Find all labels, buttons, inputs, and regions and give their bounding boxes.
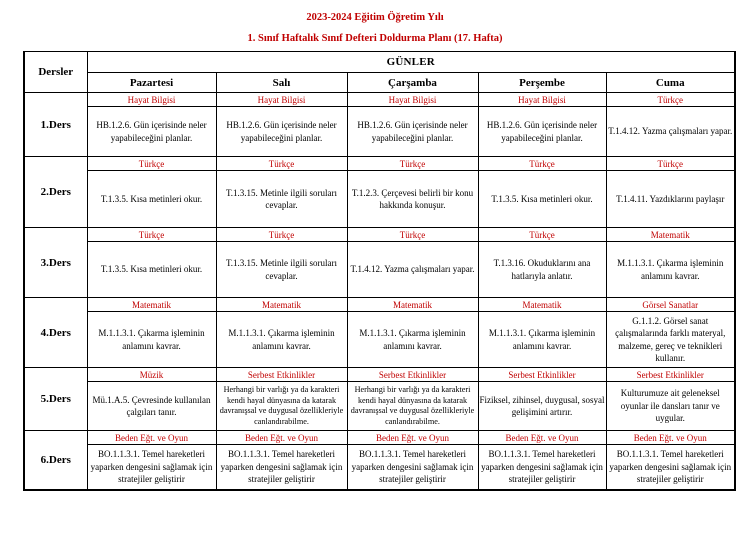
subject-label: Türkçe xyxy=(347,228,478,242)
lesson-subject-row xyxy=(24,431,735,445)
lesson-content-row xyxy=(24,242,735,298)
lesson-objective: Herhangi bir varlığı ya da karakteri kendi hayal dünyasına da katarak davranışsal ve duygusal özellikleriyle canlandırabilme. xyxy=(347,382,478,431)
lesson-subject-row xyxy=(24,157,735,171)
subject-label: Görsel Sanatlar xyxy=(606,298,735,312)
lesson-objective: T.1.3.5. Kısa metinleri okur. xyxy=(87,171,216,228)
subject-label: Hayat Bilgisi xyxy=(87,93,216,107)
subject-label: Matematik xyxy=(347,298,478,312)
lesson-subject-row xyxy=(24,368,735,382)
lesson-label: 2.Ders xyxy=(24,157,87,228)
dersler-header: Dersler xyxy=(24,52,87,93)
lesson-objective: BO.1.1.3.1. Temel hareketleri yaparken dengesini sağlamak için stratejiler geliştirir xyxy=(478,445,606,490)
subject-label: Türkçe xyxy=(216,157,347,171)
subject-label: Hayat Bilgisi xyxy=(347,93,478,107)
lesson-objective: HB.1.2.6. Gün içerisinde neler yapabileceğini planlar. xyxy=(87,107,216,157)
document-subtitle: 1. Sınıf Haftalık Sınıf Defteri Doldurma Planı (17. Hafta) xyxy=(247,33,503,44)
lesson-objective: HB.1.2.6. Gün içerisinde neler yapabileceğini planlar. xyxy=(216,107,347,157)
lesson-subject-row xyxy=(24,228,735,242)
subject-label: Beden Eğt. ve Oyun xyxy=(606,431,735,445)
lesson-label: 6.Ders xyxy=(24,431,87,490)
lesson-objective: BO.1.1.3.1. Temel hareketleri yaparken dengesini sağlamak için stratejiler geliştirir xyxy=(87,445,216,490)
lesson-objective: HB.1.2.6. Gün içerisinde neler yapabileceğini planlar. xyxy=(478,107,606,157)
lesson-subject-row xyxy=(24,93,735,107)
lesson-content-row xyxy=(24,171,735,228)
lesson-objective: T.1.3.16. Okuduklarını ana hatlarıyla anlatır. xyxy=(478,242,606,298)
subject-label: Matematik xyxy=(87,298,216,312)
subject-label: Türkçe xyxy=(478,157,606,171)
lesson-objective: T.1.4.12. Yazma çalışmaları yapar. xyxy=(347,242,478,298)
lesson-objective: M.1.1.3.1. Çıkarma işleminin anlamını kavrar. xyxy=(87,312,216,368)
lesson-objective: BO.1.1.3.1. Temel hareketleri yaparken dengesini sağlamak için stratejiler geliştirir xyxy=(606,445,735,490)
lesson-objective: T.1.2.3. Çerçevesi belirli bir konu hakkında konuşur. xyxy=(347,171,478,228)
lesson-subject-row xyxy=(24,298,735,312)
subject-label: Matematik xyxy=(216,298,347,312)
subject-label: Türkçe xyxy=(606,93,735,107)
subject-label: Türkçe xyxy=(347,157,478,171)
lesson-objective: M.1.1.3.1. Çıkarma işleminin anlamını kavrar. xyxy=(347,312,478,368)
subject-label: Türkçe xyxy=(87,157,216,171)
subject-label: Matematik xyxy=(478,298,606,312)
lesson-label: 4.Ders xyxy=(24,298,87,368)
lesson-objective: T.1.4.11. Yazdıklarını paylaşır xyxy=(606,171,735,228)
subject-label: Serbest Etkinlikler xyxy=(347,368,478,382)
subject-label: Beden Eğt. ve Oyun xyxy=(216,431,347,445)
lesson-objective: M.1.1.3.1. Çıkarma işleminin anlamını kavrar. xyxy=(216,312,347,368)
day-header-monday: Pazartesi xyxy=(87,73,216,93)
lesson-content-row xyxy=(24,107,735,157)
subject-label: Serbest Etkinlikler xyxy=(606,368,735,382)
subject-label: Serbest Etkinlikler xyxy=(478,368,606,382)
subject-label: Türkçe xyxy=(606,157,735,171)
gunler-header: GÜNLER xyxy=(87,52,735,73)
subject-label: Beden Eğt. ve Oyun xyxy=(478,431,606,445)
lesson-label: 1.Ders xyxy=(24,93,87,157)
subject-label: Hayat Bilgisi xyxy=(478,93,606,107)
lesson-objective: T.1.3.15. Metinle ilgili soruları cevaplar. xyxy=(216,171,347,228)
lesson-content-row xyxy=(24,312,735,368)
day-header-tuesday: Salı xyxy=(216,73,347,93)
subject-label: Beden Eğt. ve Oyun xyxy=(347,431,478,445)
lesson-objective: M.1.1.3.1. Çıkarma işleminin anlamını kavrar. xyxy=(478,312,606,368)
lesson-objective: Fiziksel, zihinsel, duygusal, sosyal gelişimini artırır. xyxy=(478,382,606,431)
lesson-objective: G.1.1.2. Görsel sanat çalışmalarında farklı materyal, malzeme, gereç ve teknikleri kullanır. xyxy=(606,312,735,368)
lesson-objective: HB.1.2.6. Gün içerisinde neler yapabileceğini planlar. xyxy=(347,107,478,157)
day-header-thursday: Perşembe xyxy=(478,73,606,93)
day-header-friday: Cuma xyxy=(606,73,735,93)
document-title: 2023-2024 Eğitim Öğretim Yılı xyxy=(306,12,444,23)
subject-label: Hayat Bilgisi xyxy=(216,93,347,107)
lesson-objective: T.1.4.12. Yazma çalışmaları yapar. xyxy=(606,107,735,157)
lesson-objective: M.1.1.3.1. Çıkarma işleminin anlamını kavrar. xyxy=(606,242,735,298)
lesson-content-row xyxy=(24,445,735,490)
subject-label: Beden Eğt. ve Oyun xyxy=(87,431,216,445)
subject-label: Türkçe xyxy=(216,228,347,242)
subject-label: Serbest Etkinlikler xyxy=(216,368,347,382)
schedule-table xyxy=(23,51,736,491)
lesson-objective: Mü.1.A.5. Çevresinde kullanılan çalgıları tanır. xyxy=(87,382,216,431)
lesson-content-row xyxy=(24,382,735,431)
subject-label: Matematik xyxy=(606,228,735,242)
lesson-label: 3.Ders xyxy=(24,228,87,298)
lesson-objective: T.1.3.15. Metinle ilgili soruları cevaplar. xyxy=(216,242,347,298)
lesson-objective: Herhangi bir varlığı ya da karakteri kendi hayal dünyasına da katarak davranışsal ve duygusal özellikleriyle canlandırabilme. xyxy=(216,382,347,431)
lesson-objective: BO.1.1.3.1. Temel hareketleri yaparken dengesini sağlamak için stratejiler geliştirir xyxy=(216,445,347,490)
subject-label: Türkçe xyxy=(478,228,606,242)
subject-label: Türkçe xyxy=(87,228,216,242)
lesson-objective: T.1.3.5. Kısa metinleri okur. xyxy=(87,242,216,298)
subject-label: Müzik xyxy=(87,368,216,382)
lesson-objective: T.1.3.5. Kısa metinleri okur. xyxy=(478,171,606,228)
lesson-label: 5.Ders xyxy=(24,368,87,431)
day-header-wednesday: Çarşamba xyxy=(347,73,478,93)
lesson-objective: Kulturumuze ait geleneksel oyunlar ile dansları tanır ve uygular. xyxy=(606,382,735,431)
lesson-objective: BO.1.1.3.1. Temel hareketleri yaparken dengesini sağlamak için stratejiler geliştirir xyxy=(347,445,478,490)
